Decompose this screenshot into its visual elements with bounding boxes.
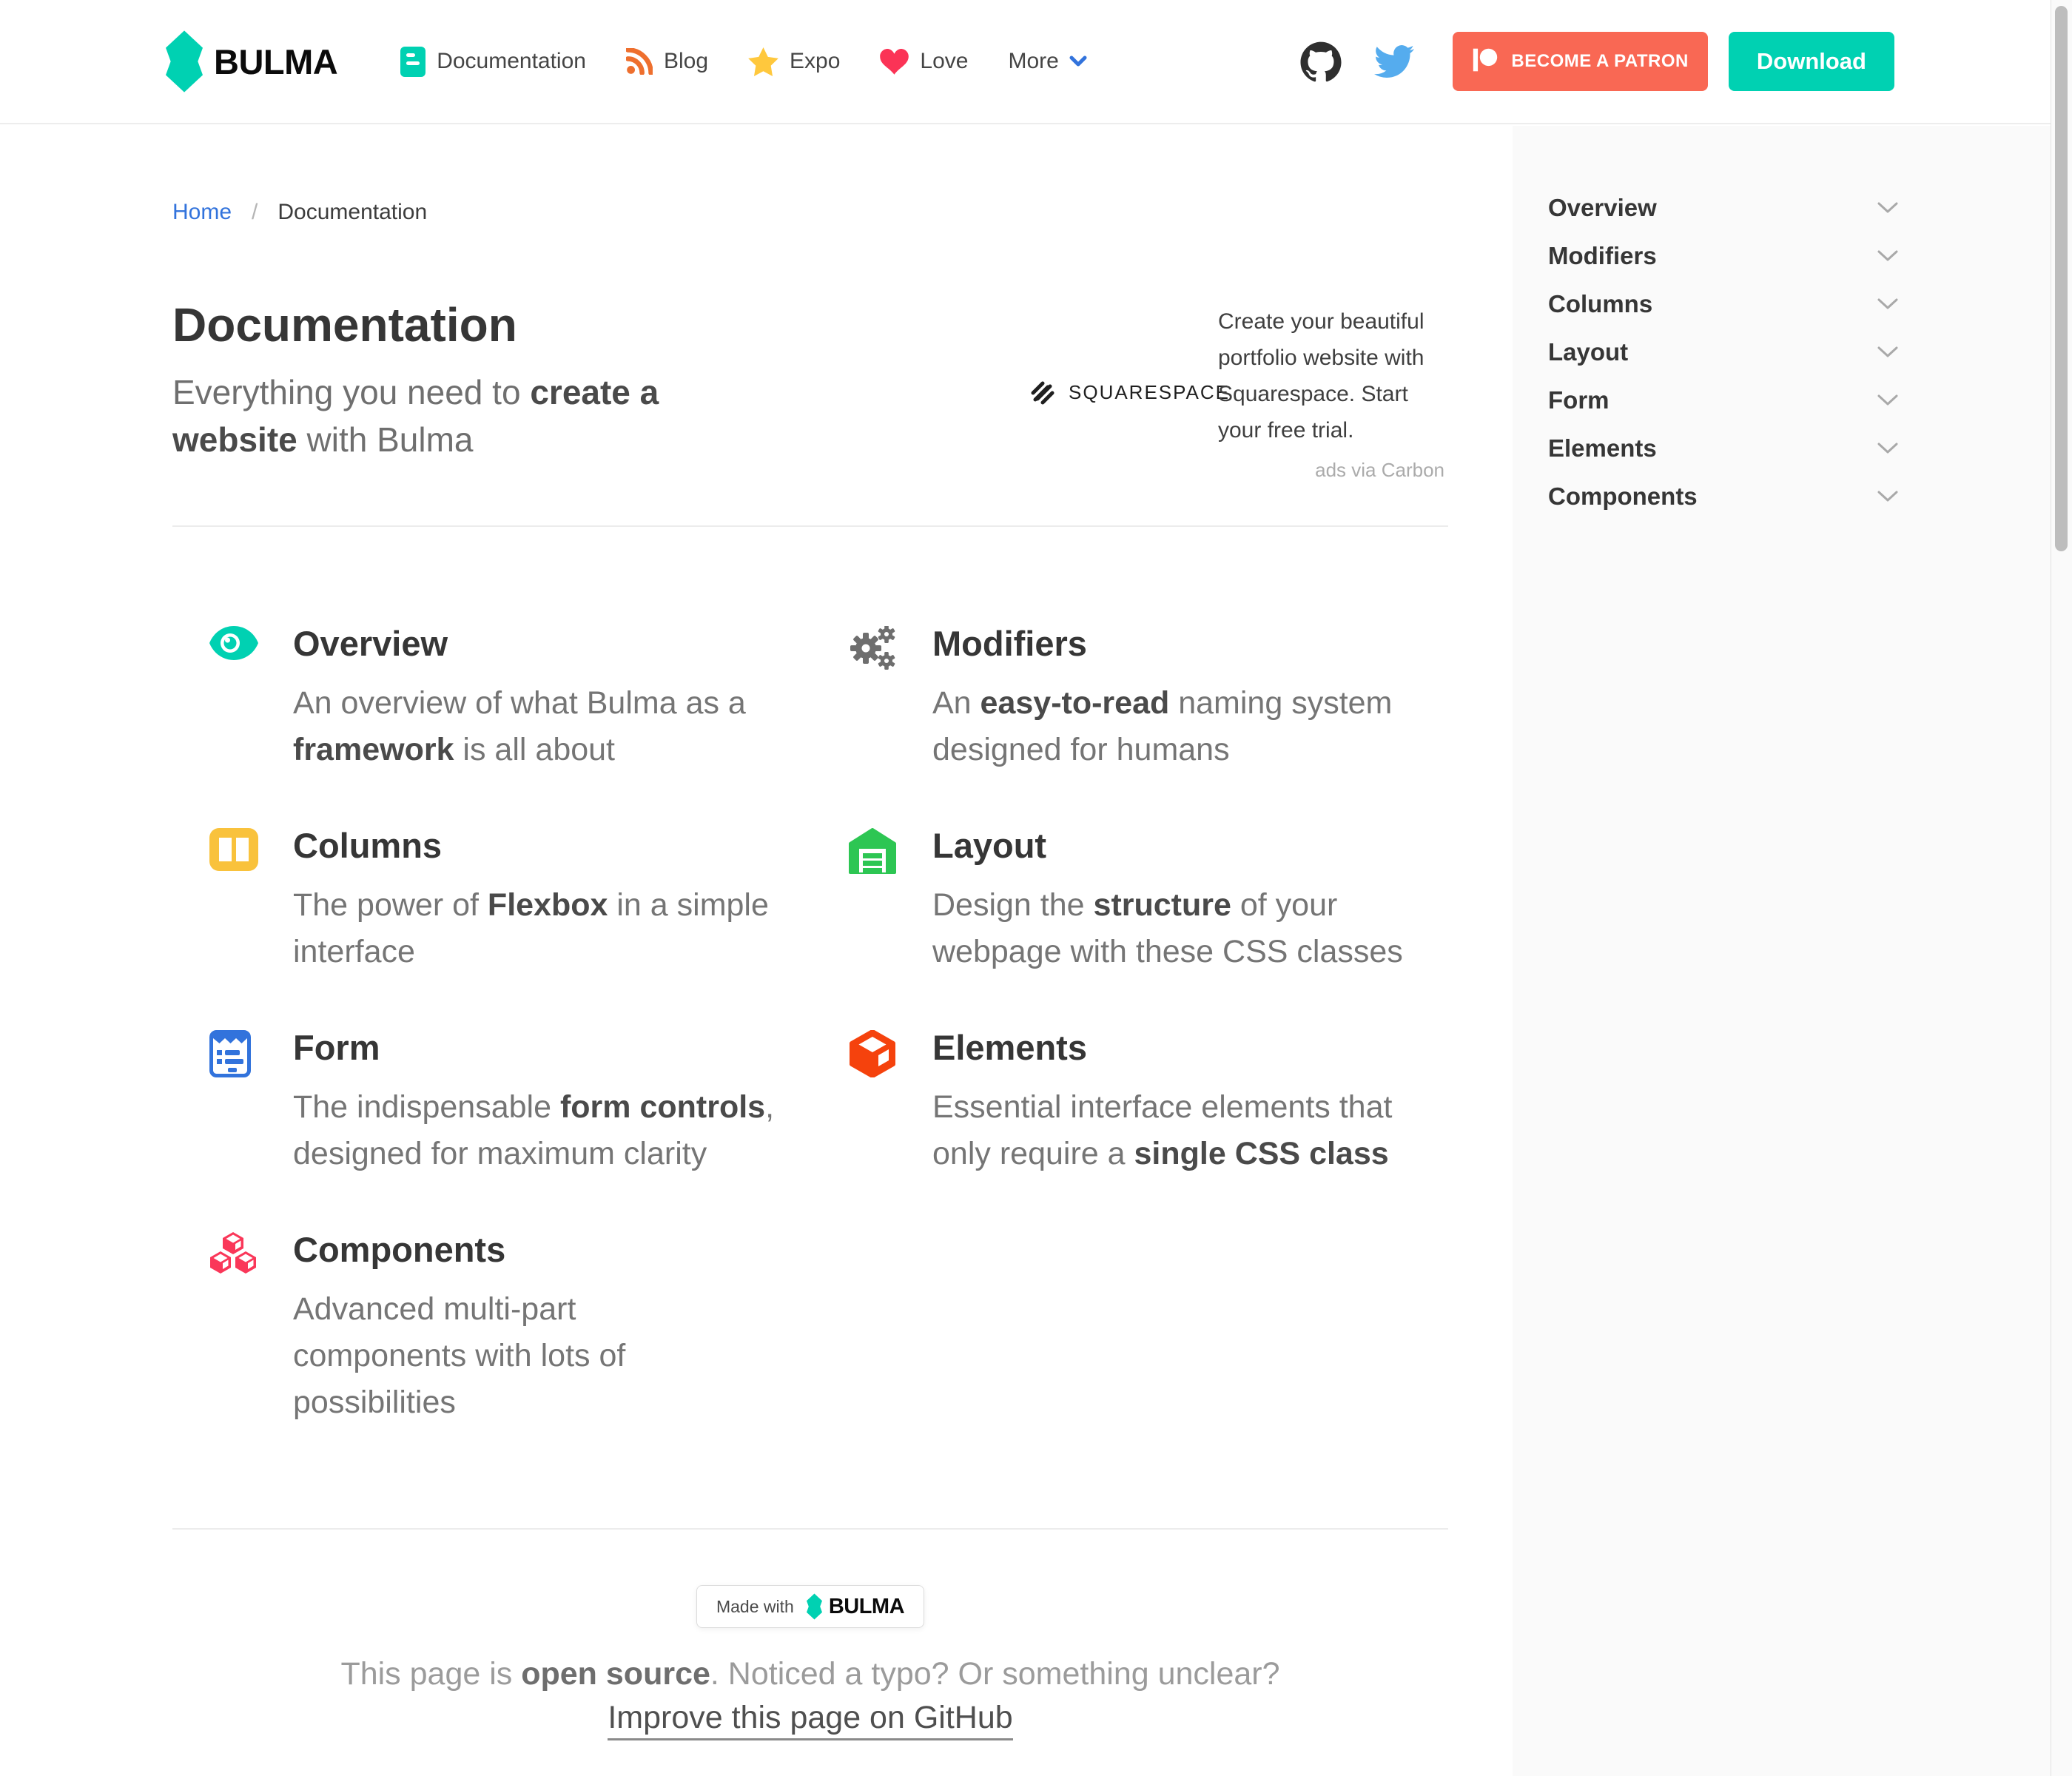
section-description (293, 1286, 652, 1426)
navbar (0, 0, 2072, 124)
cube-icon (849, 1030, 898, 1077)
section-elements[interactable] (849, 1027, 1490, 1177)
section-title: Layout (932, 826, 1047, 865)
sidebar-item-components[interactable] (1548, 472, 1899, 520)
section-title: Columns (293, 826, 443, 865)
improve-page-github-link[interactable]: Improve this page on GitHub (608, 1700, 1012, 1740)
chevron-down-icon (1877, 394, 1899, 407)
sidebar-item-label: Form (1548, 386, 1610, 414)
twitter-icon[interactable] (1374, 44, 1414, 78)
section-title: Modifiers (932, 624, 1087, 663)
github-icon[interactable] (1300, 41, 1342, 82)
nav-item-label: More (1008, 49, 1059, 73)
section-form[interactable] (209, 1027, 849, 1177)
gears-icon (849, 626, 898, 670)
section-description (932, 680, 1450, 773)
desc-text: The power of (293, 887, 488, 923)
heart-icon (880, 49, 909, 75)
layout-icon (849, 828, 898, 874)
chevron-down-icon (1877, 442, 1899, 455)
desc-text: Advanced multi-part components with lots of possibilities (293, 1291, 626, 1420)
ad-attribution-link[interactable]: ads via Carbon (1315, 459, 1444, 481)
sidebar-item-overview[interactable] (1548, 184, 1899, 232)
footer-bold-text: open source (521, 1656, 710, 1692)
download-button[interactable] (1729, 32, 1894, 91)
made-with-label: Made with (716, 1596, 794, 1616)
nav-item-label: Documentation (437, 49, 586, 73)
components-icon (209, 1232, 258, 1278)
brand-name: BULMA (214, 41, 338, 81)
sidebar-item-label: Modifiers (1548, 241, 1657, 269)
subtitle-bold-text: create a website (172, 373, 659, 459)
sidebar-item-layout[interactable] (1548, 328, 1899, 376)
sidebar-item-label: Elements (1548, 434, 1657, 462)
footer-divider (172, 1528, 1448, 1530)
desc-text: naming system designed for humans (932, 685, 1393, 767)
section-modifiers[interactable] (849, 623, 1490, 773)
nav-item-blog[interactable] (606, 48, 728, 75)
chevron-down-icon (1069, 56, 1087, 67)
chevron-down-icon (1877, 346, 1899, 359)
ad-sponsor-name: SQUARESPACE (1069, 381, 1231, 403)
section-columns[interactable] (209, 825, 849, 975)
section-description (293, 1084, 811, 1177)
nav-item-documentation[interactable] (380, 47, 606, 77)
chevron-down-icon (1877, 249, 1899, 263)
footer-text: This page is (340, 1656, 522, 1692)
desc-text: An (932, 685, 980, 721)
scrollbar-thumb[interactable] (2055, 6, 2068, 551)
subtitle-text: with Bulma (297, 420, 474, 459)
badge-brand-name: BULMA (828, 1594, 905, 1618)
desc-text: An overview of what Bulma as a (293, 685, 746, 721)
breadcrumb (172, 200, 427, 225)
footer-open-source-text (172, 1656, 1448, 1692)
scrollbar-track[interactable] (2051, 0, 2072, 1776)
desc-text: Essential interface elements that only require a (932, 1089, 1393, 1171)
sidebar-item-label: Layout (1548, 337, 1629, 366)
bulma-gem-icon (807, 1593, 822, 1620)
page-title: Documentation (172, 298, 517, 352)
section-layout[interactable] (849, 825, 1490, 975)
desc-text: is all about (454, 732, 616, 767)
section-components[interactable] (209, 1229, 849, 1426)
nav-item-label: Blog (663, 49, 709, 73)
ad-sponsor-logo[interactable] (1026, 376, 1231, 410)
desc-text: Design the (932, 887, 1094, 923)
star-icon (748, 47, 778, 76)
patreon-icon (1472, 46, 1498, 78)
section-description (932, 1084, 1450, 1177)
carbon-ad (1026, 303, 1444, 482)
footer (172, 1585, 1448, 1740)
footer-text: . Noticed a typo? Or something unclear? (710, 1656, 1280, 1692)
book-icon (400, 47, 426, 77)
squarespace-icon (1026, 376, 1060, 410)
section-description (293, 882, 811, 975)
sidebar-item-label: Columns (1548, 289, 1653, 317)
download-button-label: Download (1756, 48, 1866, 74)
subtitle-text: Everything you need to (172, 373, 531, 411)
sidebar-item-elements[interactable] (1548, 424, 1899, 472)
chevron-down-icon (1877, 297, 1899, 311)
nav-item-label: Expo (790, 49, 841, 73)
right-sidebar (1513, 126, 2072, 1776)
form-icon (209, 1030, 258, 1077)
columns-icon (209, 828, 258, 871)
become-patron-button[interactable] (1453, 32, 1708, 91)
desc-bold-text: framework (293, 732, 454, 767)
section-overview[interactable] (209, 623, 849, 773)
sidebar-item-modifiers[interactable] (1548, 232, 1899, 280)
nav-item-expo[interactable] (728, 47, 860, 76)
breadcrumb-separator: / (252, 200, 258, 224)
sidebar-item-columns[interactable] (1548, 280, 1899, 328)
main-content (0, 126, 1513, 1776)
made-with-bulma-badge[interactable] (696, 1585, 924, 1628)
nav-item-love[interactable] (860, 49, 988, 75)
desc-bold-text: easy-to-read (980, 685, 1170, 721)
section-description (932, 882, 1450, 975)
chevron-down-icon (1877, 201, 1899, 215)
section-description (293, 680, 811, 773)
page-subtitle (172, 369, 723, 463)
bulma-logo[interactable] (166, 30, 337, 93)
sidebar-item-label: Components (1548, 482, 1698, 510)
chevron-down-icon (1877, 490, 1899, 503)
desc-bold-text: single CSS class (1134, 1136, 1389, 1171)
section-title: Overview (293, 624, 448, 663)
sidebar-item-label: Overview (1548, 193, 1657, 221)
nav-item-label: Love (920, 49, 969, 73)
breadcrumb-current: Documentation (278, 200, 428, 224)
desc-text: , designed for maximum clarity (293, 1089, 775, 1171)
section-title: Components (293, 1230, 506, 1269)
desc-bold-text: structure (1093, 887, 1231, 923)
breadcrumb-home-link[interactable]: Home (172, 200, 232, 224)
desc-bold-text: Flexbox (487, 887, 608, 923)
desc-bold-text: form controls (559, 1089, 766, 1125)
section-title: Form (293, 1028, 380, 1067)
bulma-gem-icon (166, 30, 203, 93)
eye-icon (209, 626, 258, 660)
desc-text: in a simple interface (293, 887, 769, 969)
rss-icon (626, 48, 653, 75)
ad-text[interactable]: Create your beautiful portfolio website with Squarespace. Start your free trial. (1218, 309, 1424, 443)
sidebar-item-form[interactable] (1548, 376, 1899, 424)
sections-grid (209, 623, 1490, 1478)
desc-text: of your webpage with these CSS classes (932, 887, 1403, 969)
section-title: Elements (932, 1028, 1087, 1067)
patron-button-label: BECOME A PATRON (1511, 51, 1689, 71)
desc-text: The indispensable (293, 1089, 560, 1125)
nav-item-more[interactable] (988, 49, 1106, 74)
section-divider (172, 525, 1448, 527)
